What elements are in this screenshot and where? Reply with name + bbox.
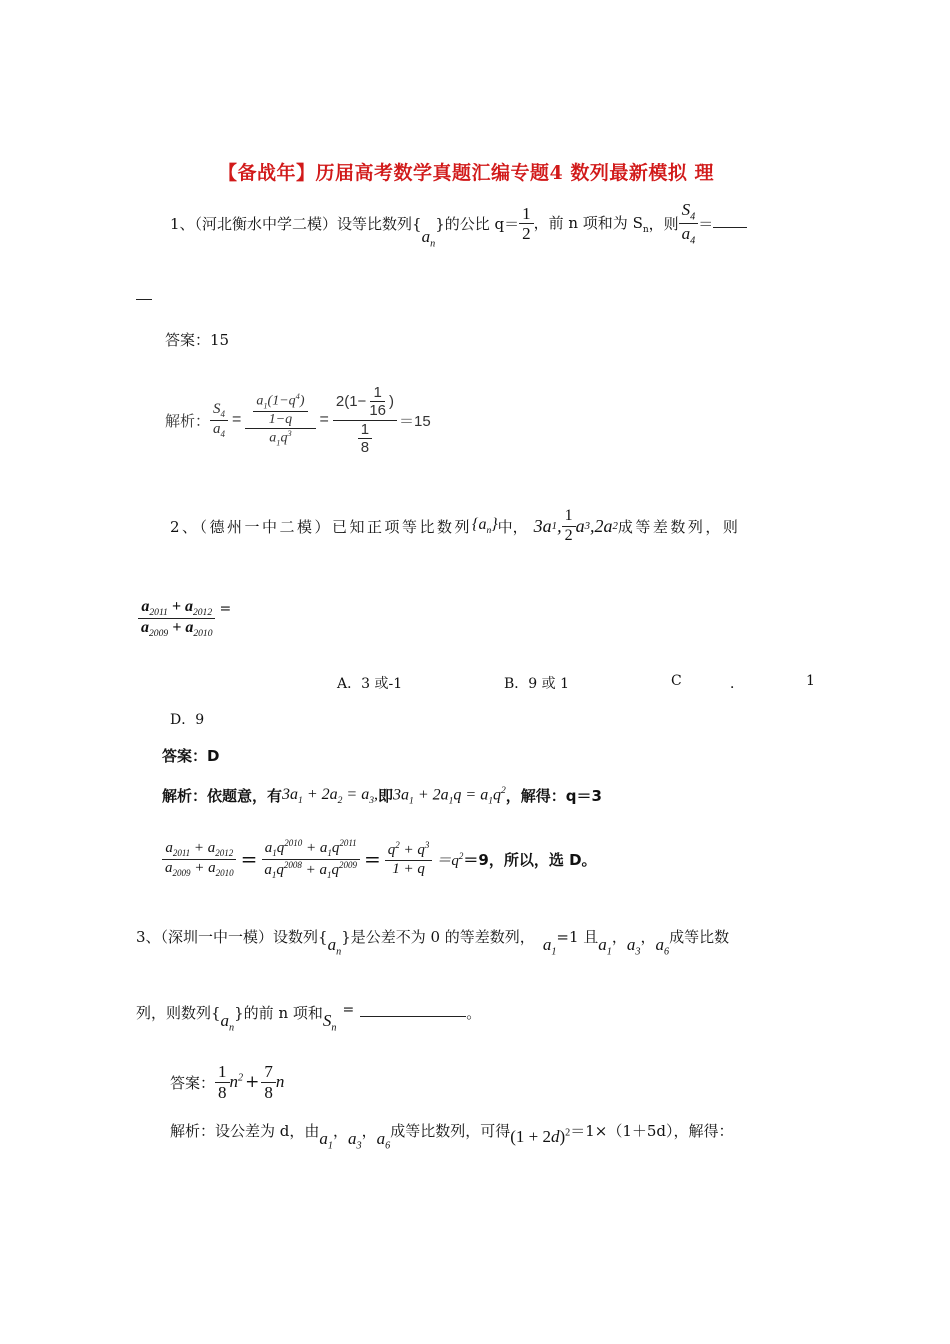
q3-analysis-square: $(1 + 2d)^2$ — [510, 1127, 571, 1146]
q2-option-a: A．3 或-1 — [337, 676, 403, 692]
q3-line2-seq: $a_n$ — [220, 1011, 235, 1034]
q1-ratio-fraction: $\frac{1}{2}$ — [519, 204, 534, 244]
q1-seq-var: $a_n$ — [421, 226, 436, 249]
q3-analysis-a1: $a_1$ — [319, 1129, 333, 1152]
q1-analysis — [165, 370, 431, 470]
q2-expression — [138, 598, 231, 639]
q1-answer-blank — [713, 227, 747, 228]
q3-answer-n: n — [275, 1072, 285, 1091]
q3-analysis-mid: 成等比数列，可得 — [390, 1122, 511, 1140]
q3-analysis-a6: $a_6$ — [376, 1129, 391, 1152]
q2-expression-fraction: $\frac{a_{2011} + a_{2012}}{a_{2009} + a_{2010}}$ — [138, 598, 216, 639]
q3-line2-end: 。 — [466, 1004, 482, 1022]
q2-analysis-eq1: $3a_1 + 2a_2 = a_3$, — [282, 785, 378, 806]
q3-answer-label: 答案： — [170, 1073, 216, 1092]
q1-answer-blank-cont — [136, 299, 152, 300]
q3-sep1: ， — [611, 928, 627, 946]
q2-analysis-qsq: $=q^2$ — [436, 850, 464, 869]
q1-analysis-eq1: = — [232, 411, 242, 428]
q2-analysis-frac2: $\frac{a_1q^{2010} + a_1q^{2011}}{a_1q^{2008} + a_1q^{2009}}$ — [261, 838, 360, 880]
q3-analysis-a3: $a_3$ — [347, 1129, 362, 1152]
q1-analysis-result: ＝15 — [399, 412, 431, 430]
q1-analysis-eq2: = — [319, 411, 329, 428]
question-3-line2 — [136, 1002, 481, 1042]
page-title: 【备战年】历届高考数学真题汇编专题4 数列最新模拟 理 — [218, 162, 714, 184]
q3-mid2: =1 且 — [556, 928, 599, 946]
q3-analysis-sep2: ， — [361, 1122, 377, 1140]
q2-analysis-mid: 即 — [378, 787, 394, 806]
q2-analysis-frac3: $\frac{q^2 + q^3}{1 + q}$ — [385, 840, 433, 878]
q2-analysis-suffix: ，解得：q＝3 — [505, 787, 602, 806]
q3-answer-blank — [360, 1002, 466, 1017]
question-3-line1 — [136, 926, 729, 966]
q2-option-c-dot: ． — [730, 676, 744, 692]
q2-suffix: 成等差数列，则 — [617, 517, 741, 536]
q1-mid2: ，前 n 项和为 $S_n$ — [533, 214, 649, 236]
q3-answer-plus: + — [245, 1072, 260, 1092]
q2-analysis-eq-b: = — [364, 847, 381, 871]
q2-terms: 3a 1 , $\frac{1}{2}$ a 3 ,2a 2 — [533, 507, 618, 544]
q3-sep2: ， — [640, 928, 656, 946]
q2-answer-label: 答案： — [162, 747, 208, 765]
q3-answer-frac1: $\frac{1}{8}$ — [215, 1062, 230, 1102]
q3-term-a6: $a_6$ — [655, 935, 670, 958]
q3-answer-n2: $n^2$ — [229, 1072, 244, 1091]
q1-answer-label: 答案： — [165, 331, 211, 349]
q2-analysis-line2 — [162, 830, 597, 888]
q2-seq: $\{a_n\}$ — [472, 515, 498, 537]
q3-answer-frac2: $\frac{7}{8}$ — [261, 1062, 276, 1102]
q2-expression-eq: = — [219, 600, 232, 617]
q2-analysis-eq2: $3a_1 + 2a_1q = a_1q^2$ — [393, 785, 506, 807]
q1-answer-value: 15 — [210, 331, 230, 349]
q3-seq-var: $a_n$ — [327, 935, 342, 958]
q2-analysis-conclusion: ＝9，所以，选 D。 — [463, 850, 597, 869]
q3-line2-eq: = — [342, 1002, 355, 1018]
q3-analysis — [170, 1120, 734, 1160]
q3-line2-mid: }的前 n 项和 — [234, 1004, 323, 1022]
q2-analysis-frac1: $\frac{a_{2011} + a_{2012}}{a_{2009} + a_{2010}}$ — [162, 840, 237, 878]
q3-a1: $a_1$ — [542, 935, 557, 958]
q2-analysis-eq-a: = — [240, 847, 258, 871]
q2-answer-value: D — [207, 747, 220, 765]
q1-prefix: 1、（河北衡水中学二模）设等比数列{ — [170, 215, 422, 234]
question-2-line — [170, 502, 740, 550]
q2-mid1: 中， — [497, 517, 528, 536]
q3-sn: $S_n$ — [322, 1011, 337, 1034]
q3-line2-prefix: 列，则数列{ — [136, 1004, 221, 1022]
q1-analysis-general-fraction: $\frac{\frac{a_1(1-q^4)}{1-q}}{a_1q^3}$ — [245, 392, 315, 448]
q3-mid1: }是公差不为 0 的等差数列， — [341, 928, 535, 946]
question-1-line — [170, 200, 747, 260]
q1-mid1: }的公比 q＝ — [435, 215, 520, 234]
q3-analysis-sep1: ， — [332, 1122, 348, 1140]
q3-analysis-prefix: 解析：设公差为 d，由 — [170, 1122, 320, 1140]
q1-s4-over-a4: $\frac{S_4}{a_4}$ — [679, 200, 699, 247]
q3-term-a1: $a_1$ — [598, 935, 612, 958]
q1-answer — [165, 329, 229, 350]
q2-option-d: D．9 — [170, 712, 205, 728]
q2-prefix: 2、（德州一中二模）已知正项等比数列 — [170, 517, 473, 536]
q1-analysis-numeric-fraction: 2(1− $\frac{1}{16}$ ) $\frac{1}{8}$ — [333, 384, 397, 456]
q2-analysis-prefix: 解析：依题意，有 — [162, 787, 283, 806]
q1-mid3: ，则 — [648, 215, 679, 234]
q2-analysis-line1 — [162, 785, 602, 807]
q2-option-c-letter: C — [671, 673, 682, 689]
q3-answer — [170, 1057, 284, 1107]
q1-analysis-s4-a4: $\frac{S_4}{a_4}$ — [210, 401, 228, 439]
q2-option-b: B．9 或 1 — [504, 676, 570, 692]
q1-eq: ＝ — [698, 215, 714, 234]
q1-analysis-label: 解析： — [165, 411, 211, 430]
q3-prefix: 3、（深圳一中一模）设数列{ — [136, 928, 328, 946]
q2-answer — [162, 745, 219, 766]
q3-term-a3: $a_3$ — [626, 935, 641, 958]
q2-option-c-value: 1 — [806, 673, 815, 689]
q3-analysis-suffix: ＝1×（1＋5d），解得： — [570, 1122, 734, 1140]
q3-suffix: 成等比数 — [669, 928, 730, 946]
